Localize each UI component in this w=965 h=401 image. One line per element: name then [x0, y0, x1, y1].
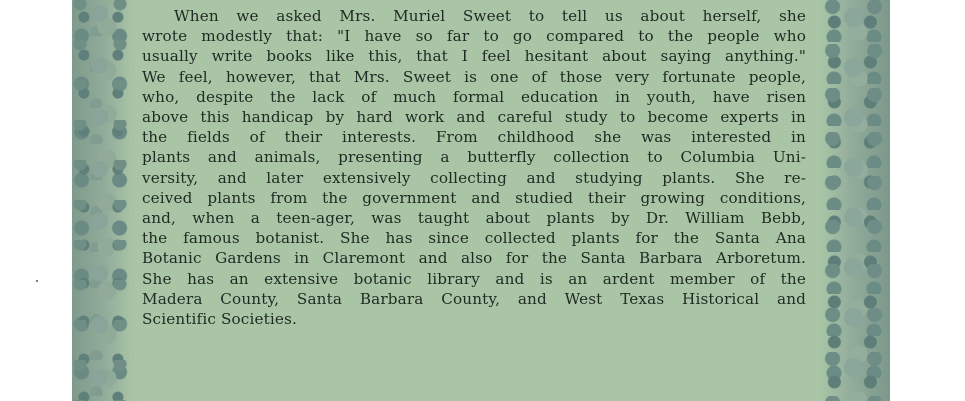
paper-sheet	[72, 0, 890, 401]
paragraph-line: We feel, however, that Mrs. Sweet is one of those very fortunate people,	[142, 67, 806, 86]
right-mottled-border	[820, 0, 890, 401]
left-mottled-border	[72, 0, 134, 401]
paragraph-line: usually write books like this, that I feel hesitant about saying anything."	[142, 47, 806, 66]
paragraph-line: Scientific Societies.	[142, 310, 297, 329]
paragraph-line: ceived plants from the government and studied their growing conditions,	[142, 188, 806, 207]
dust-speck	[36, 280, 38, 282]
paragraph-line: the fields of their interests. From childhood she was interested in	[142, 128, 806, 147]
paragraph-line: She has an extensive botanic library and is an ardent member of the	[142, 269, 806, 288]
paragraph-line: When we asked Mrs. Muriel Sweet to tell us about herself, she	[174, 7, 806, 25]
paragraph-line: versity, and later extensively collecting and studying plants. She re-	[142, 168, 806, 187]
paragraph-line: Botanic Gardens in Claremont and also for the Santa Barbara Arboretum.	[142, 249, 806, 268]
paragraph-line: and, when a teen-ager, was taught about plants by Dr. William Bebb,	[142, 209, 806, 228]
paragraph-line: plants and animals, presenting a butterfly collection to Columbia Uni-	[142, 148, 806, 167]
paragraph-line: Madera County, Santa Barbara County, and West Texas Historical and	[142, 289, 806, 308]
paragraph-line: who, despite the lack of much formal education in youth, have risen	[142, 87, 806, 106]
biography-paragraph	[142, 6, 806, 329]
paragraph-line: above this handicap by hard work and careful study to become experts in	[142, 108, 806, 127]
paragraph-line: wrote modestly that: "I have so far to go compared to the people who	[142, 27, 806, 46]
paragraph-line: the famous botanist. She has since collected plants for the Santa Ana	[142, 229, 806, 248]
